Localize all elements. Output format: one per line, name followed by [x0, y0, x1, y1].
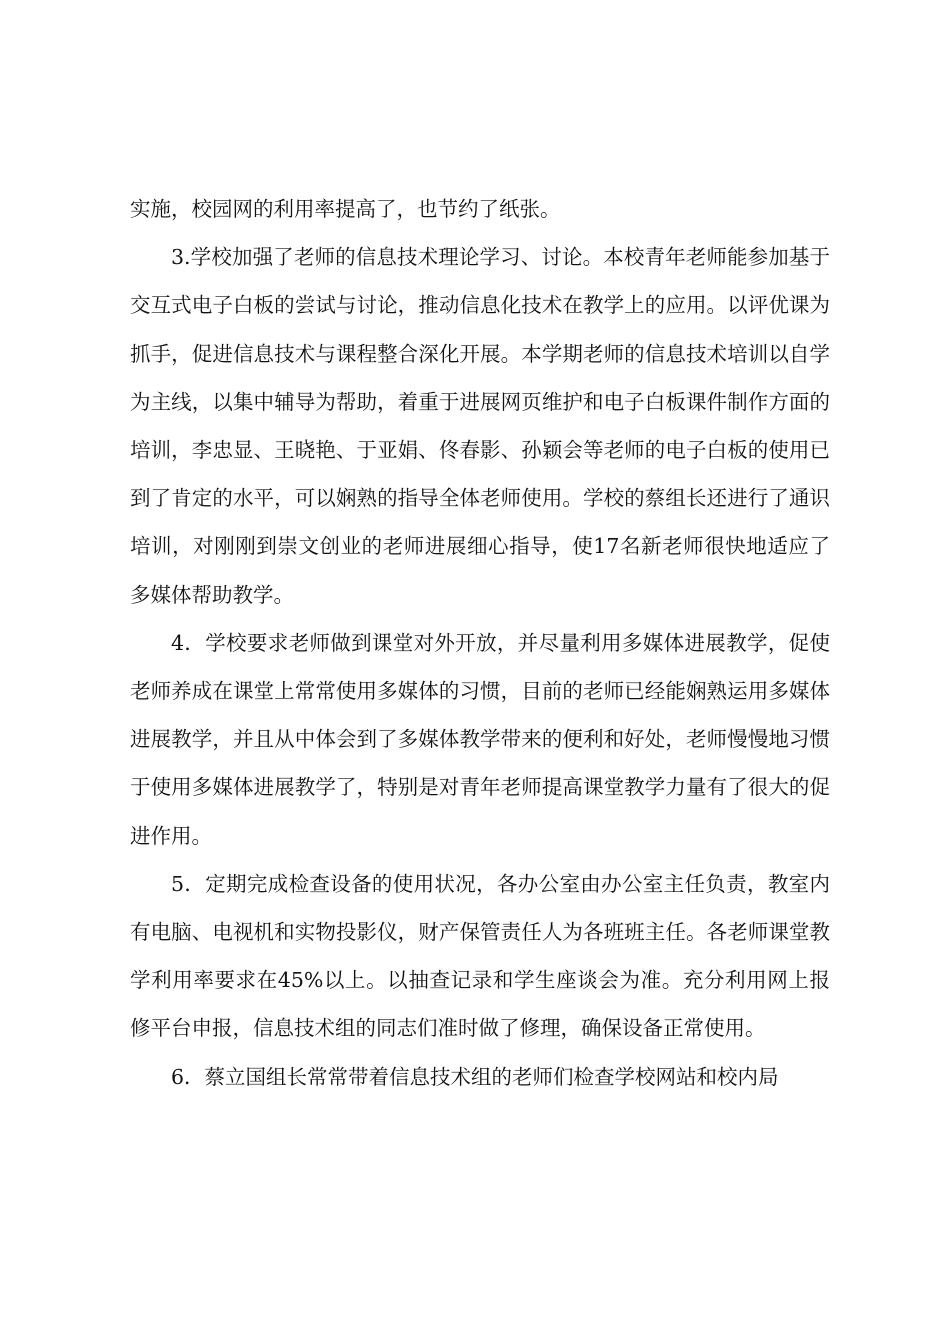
- paragraph-item-5: 5．定期完成检查设备的使用状况，各办公室由办公室主任负责，教室内有电脑、电视机和实物投影仪，财产保管责任人为各班班主任。各老师课堂教学利用率要求在45%以上。以抽查记录和学生座谈会为准。充分利用网上报修平台申报，信息技术组的同志们准时做了修理，确保设备正常使用。: [130, 871, 830, 1041]
- document-body: [130, 185, 830, 1101]
- paragraph-continuation: 实施，校园网的利用率提高了，也节约了纸张。: [130, 197, 561, 221]
- paragraph-item-3: 3.学校加强了老师的信息技术理论学习、讨论。本校青年老师能参加基于交互式电子白板的尝试与讨论，推动信息化技术在教学上的应用。以评优课为抓手，促进信息技术与课程整合深化开展。本学期老师的信息技术培训以自学为主线，以集中辅导为帮助，着重于进展网页维护和电子白板课件制作方面的培训，李忠显、王晓艳、于亚娟、佟春影、孙颖会等老师的电子白板的使用已到了肯定的水平，可以娴熟的指导全体老师使用。学校的蔡组长还进行了通识培训，对刚刚到崇文创业的老师进展细心指导，使17名新老师很快地适应了多媒体帮助教学。: [130, 245, 830, 607]
- paragraph-item-4: 4．学校要求老师做到课堂对外开放，并尽量利用多媒体进展教学，促使老师养成在课堂上常常使用多媒体的习惯，目前的老师已经能娴熟运用多媒体进展教学，并且从中体会到了多媒体教学带来的便利和好处，老师慢慢地习惯于使用多媒体进展教学了，特别是对青年老师提高课堂教学力量有了很大的促进作用。: [130, 630, 830, 848]
- paragraph-item-6: 6．蔡立国组长常常带着信息技术组的老师们检查学校网站和校内局: [171, 1064, 779, 1089]
